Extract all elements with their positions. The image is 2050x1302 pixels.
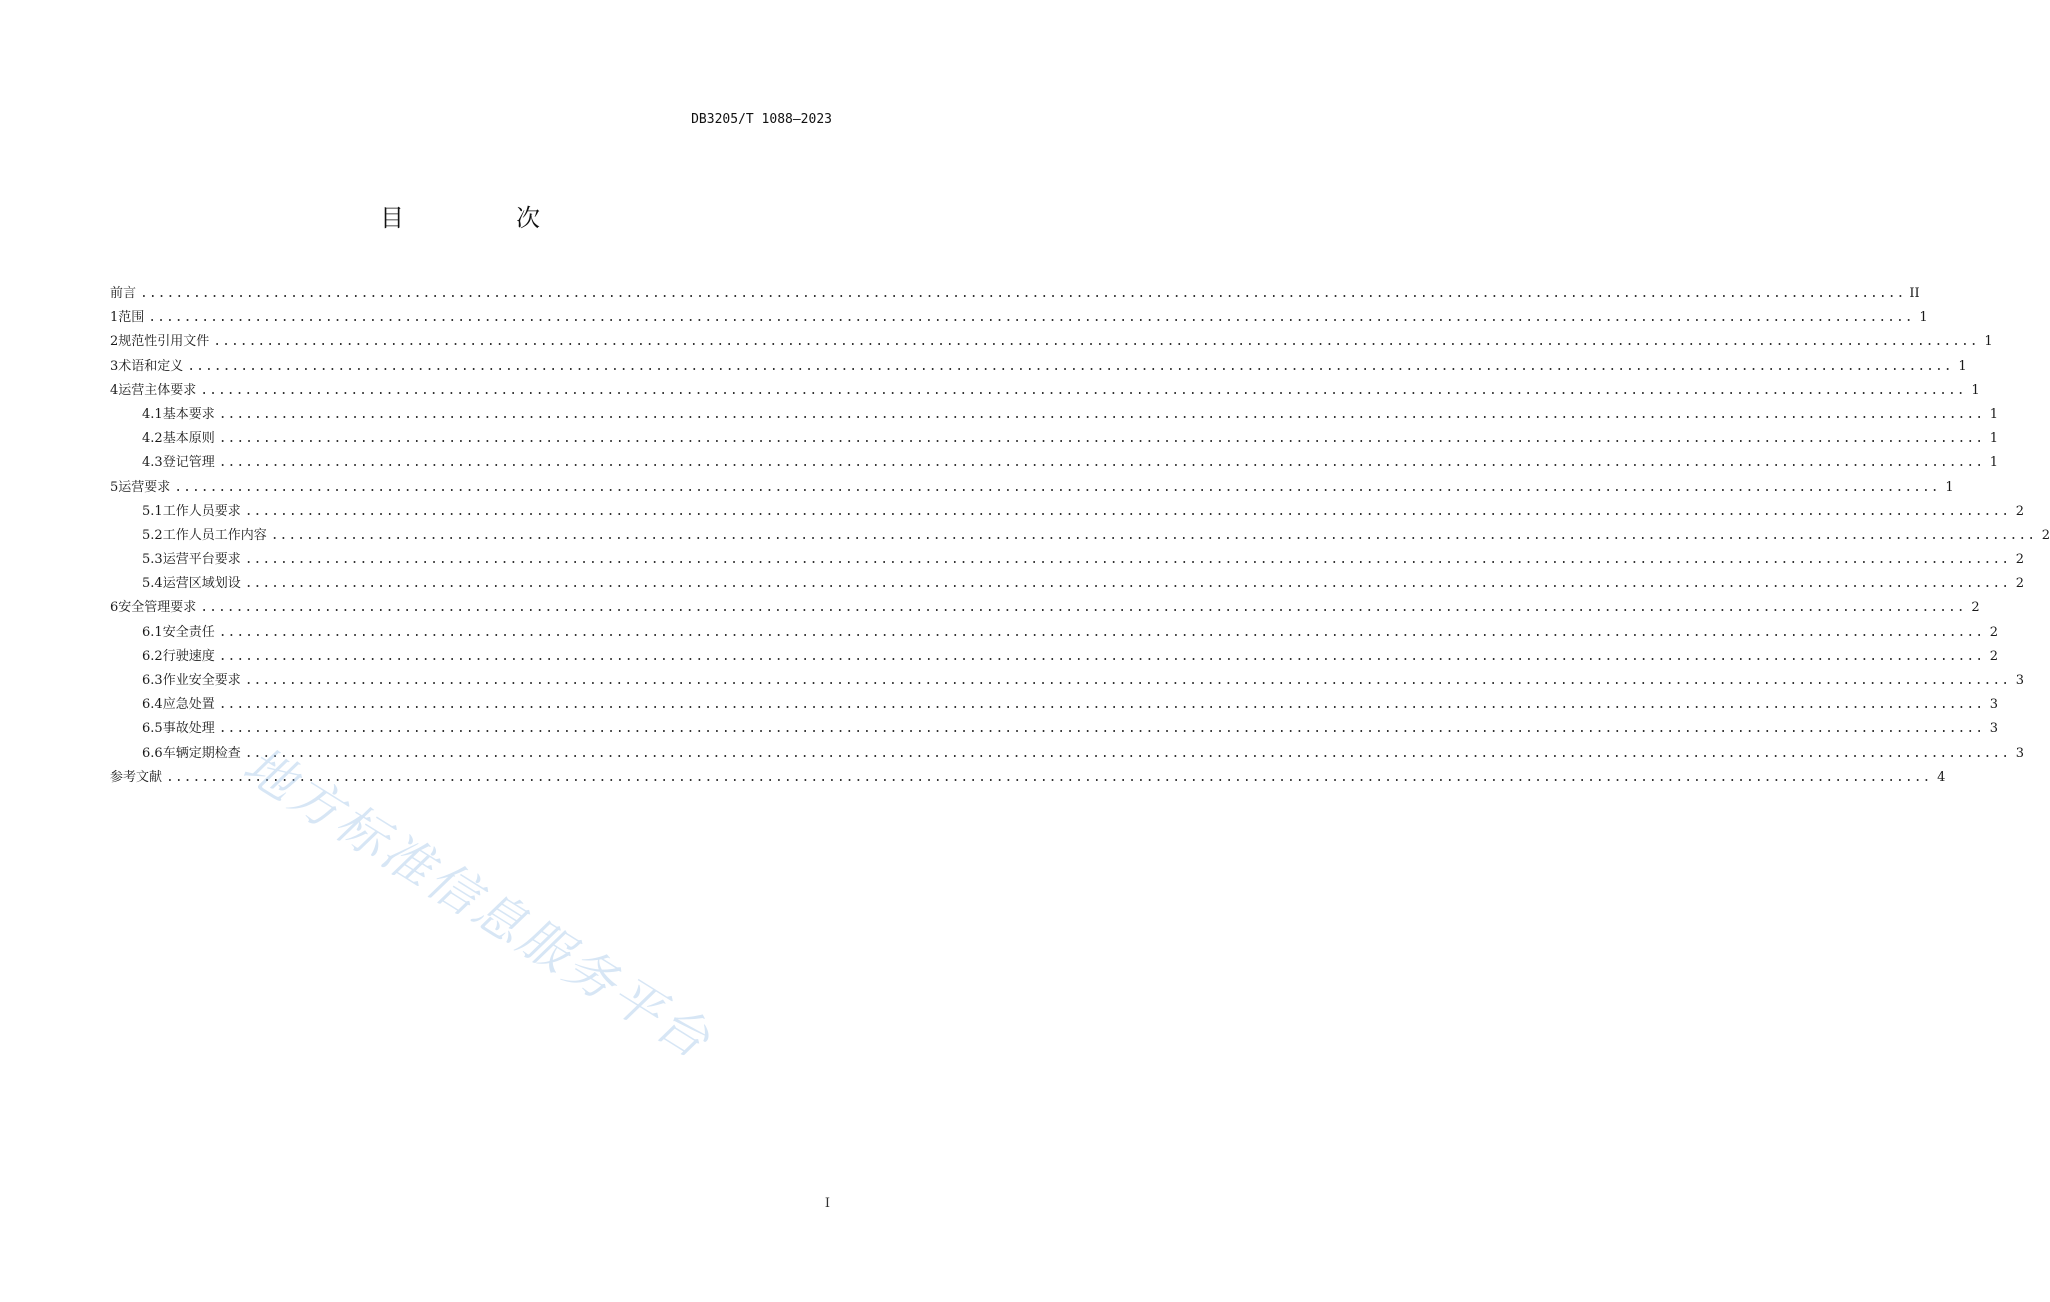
toc-entry-number: 6.4 [142,697,163,713]
toc-entry-page: 3 [2015,745,2025,761]
toc-entry-page: 2 [1971,600,1980,616]
toc-entry-label: 参考文献 [110,769,163,785]
toc-entry-page: 2 [2015,552,2025,568]
toc-entry-number: 4.2 [142,431,163,447]
toc-entry-label: 运营区域划设 [162,576,241,592]
toc-entry-label: 规范性引用文件 [118,334,210,350]
toc-entry-number: 5.2 [142,527,163,543]
toc-entry-number: 4 [110,382,119,398]
toc-entry-label: 事故处理 [162,721,215,737]
toc-entry-page: 1 [1984,334,1993,350]
toc-dot-leader: ........................................................................................................................................................................................................ [244,552,2011,568]
toc-entry-label: 运营平台要求 [162,552,241,568]
toc-dot-leader: ........................................................................................................................................................................................................ [244,673,2011,688]
toc-entry-page: 3 [2015,673,2025,688]
toc-dot-leader: ........................................................................................................................................................................................................ [244,503,2011,519]
toc-entry[interactable] [110,502,2025,526]
toc-dot-leader: ........................................................................................................................................................................................................ [218,455,1985,471]
toc-entry-page: II [1909,286,1920,301]
toc-entry-label: 运营要求 [118,479,171,495]
toc-entry[interactable] [110,526,2050,550]
toc-entry[interactable] [110,478,1954,502]
toc-dot-leader: ........................................................................................................................................................................................................ [270,527,2037,543]
toc-entry-page: 2 [2015,576,2025,592]
toc-entry-number: 5.1 [142,503,163,519]
toc-entry-number: 6.2 [142,648,163,664]
table-of-contents [110,284,2050,792]
toc-dot-leader: ........................................................................................................................................................................................................ [148,310,1914,326]
toc-dot-leader: ........................................................................................................................................................................................................ [218,624,1985,640]
toc-entry-label: 范围 [118,310,145,326]
toc-dot-leader: ........................................................................................................................................................................................................ [218,431,1985,447]
toc-entry-page: 1 [1989,431,1999,447]
toc-entry[interactable] [110,332,1993,356]
toc-dot-leader: ........................................................................................................................................................................................................ [200,382,1966,398]
toc-entry-number: 6.3 [142,673,163,688]
toc-entry-number: 4.3 [142,455,163,471]
toc-entry-page: 3 [1989,721,1999,737]
toc-entry-number: 3 [110,358,119,374]
toc-entry-page: 1 [1989,455,1999,471]
toc-entry-page: 2 [2015,503,2025,519]
toc-entry-label: 术语和定义 [118,358,184,374]
toc-dot-leader: ........................................................................................................................................................................................................ [174,479,1940,495]
toc-entry-label: 运营主体要求 [118,382,197,398]
toc-dot-leader: ........................................................................................................................................................................................................ [218,697,1985,713]
toc-entry-page: 4 [1937,769,1946,785]
toc-entry[interactable] [110,405,1999,429]
toc-entry[interactable] [110,719,1999,743]
toc-dot-leader: ........................................................................................................................................................................................................ [218,406,1985,422]
toc-entry-page: 1 [1958,358,1967,374]
toc-dot-leader: ........................................................................................................................................................................................................ [166,769,1932,785]
toc-entry-number: 2 [110,334,119,350]
toc-entry-number: 6.5 [142,721,163,737]
toc-entry[interactable] [110,671,2025,695]
toc-entry-page: 1 [1919,310,1928,326]
toc-entry[interactable] [110,453,1999,477]
toc-entry[interactable] [110,695,1999,719]
toc-entry-label: 前言 [110,286,137,301]
watermark: 地方标准信息服务平台 [233,735,723,1072]
toc-dot-leader: ........................................................................................................................................................................................................ [218,648,1985,664]
toc-entry[interactable] [110,429,1999,453]
toc-entry[interactable] [110,381,1980,405]
toc-entry-number: 5 [110,479,119,495]
toc-entry-label: 行驶速度 [162,648,215,664]
toc-dot-leader: ........................................................................................................................................................................................................ [244,745,2011,761]
toc-dot-leader: ........................................................................................................................................................................................................ [187,358,1953,374]
toc-entry-label: 登记管理 [162,455,215,471]
toc-entry-label: 安全管理要求 [118,600,197,616]
toc-entry[interactable] [110,744,2025,768]
toc-entry-page: 2 [2041,527,2050,543]
toc-entry-page: 3 [1989,697,1999,713]
toc-entry[interactable] [110,308,1928,332]
toc-entry-label: 作业安全要求 [162,673,241,688]
toc-entry-label: 应急处置 [162,697,215,713]
toc-entry[interactable] [110,284,1920,308]
toc-entry-page: 2 [1989,624,1999,640]
toc-dot-leader: ........................................................................................................................................................................................................ [244,576,2011,592]
toc-entry-page: 1 [1971,382,1980,398]
toc-entry-number: 6.6 [142,745,163,761]
toc-entry-label: 安全责任 [162,624,215,640]
toc-entry-number: 1 [110,310,119,326]
page-number: I [824,1196,830,1211]
toc-entry-number: 4.1 [142,406,163,422]
toc-entry-label: 工作人员工作内容 [162,527,267,543]
toc-entry-number: 6 [110,600,119,616]
toc-entry[interactable] [110,357,1967,381]
toc-entry-number: 6.1 [142,624,163,640]
toc-dot-leader: ........................................................................................................................................................................................................ [140,286,1906,301]
toc-entry[interactable] [110,550,2025,574]
toc-entry[interactable] [110,768,1946,792]
toc-entry[interactable] [110,647,1999,671]
toc-entry-label: 基本原则 [162,431,215,447]
toc-entry-number: 5.3 [142,552,163,568]
toc-entry-number: 5.4 [142,576,163,592]
standard-code: DB3205/T 1088—2023 [691,112,832,127]
toc-entry-page: 1 [1945,479,1954,495]
toc-entry[interactable] [110,598,1980,622]
toc-entry-label: 工作人员要求 [162,503,241,519]
toc-dot-leader: ........................................................................................................................................................................................................ [200,600,1966,616]
toc-entry-label: 基本要求 [162,406,215,422]
toc-dot-leader: ........................................................................................................................................................................................................ [213,334,1979,350]
toc-entry-page: 1 [1989,406,1999,422]
toc-dot-leader: ........................................................................................................................................................................................................ [218,721,1985,737]
toc-entry[interactable] [110,623,1999,647]
toc-entry[interactable] [110,574,2025,598]
toc-entry-label: 车辆定期检查 [162,745,241,761]
toc-entry-page: 2 [1989,648,1999,664]
page-title: 目 次 [380,204,584,232]
